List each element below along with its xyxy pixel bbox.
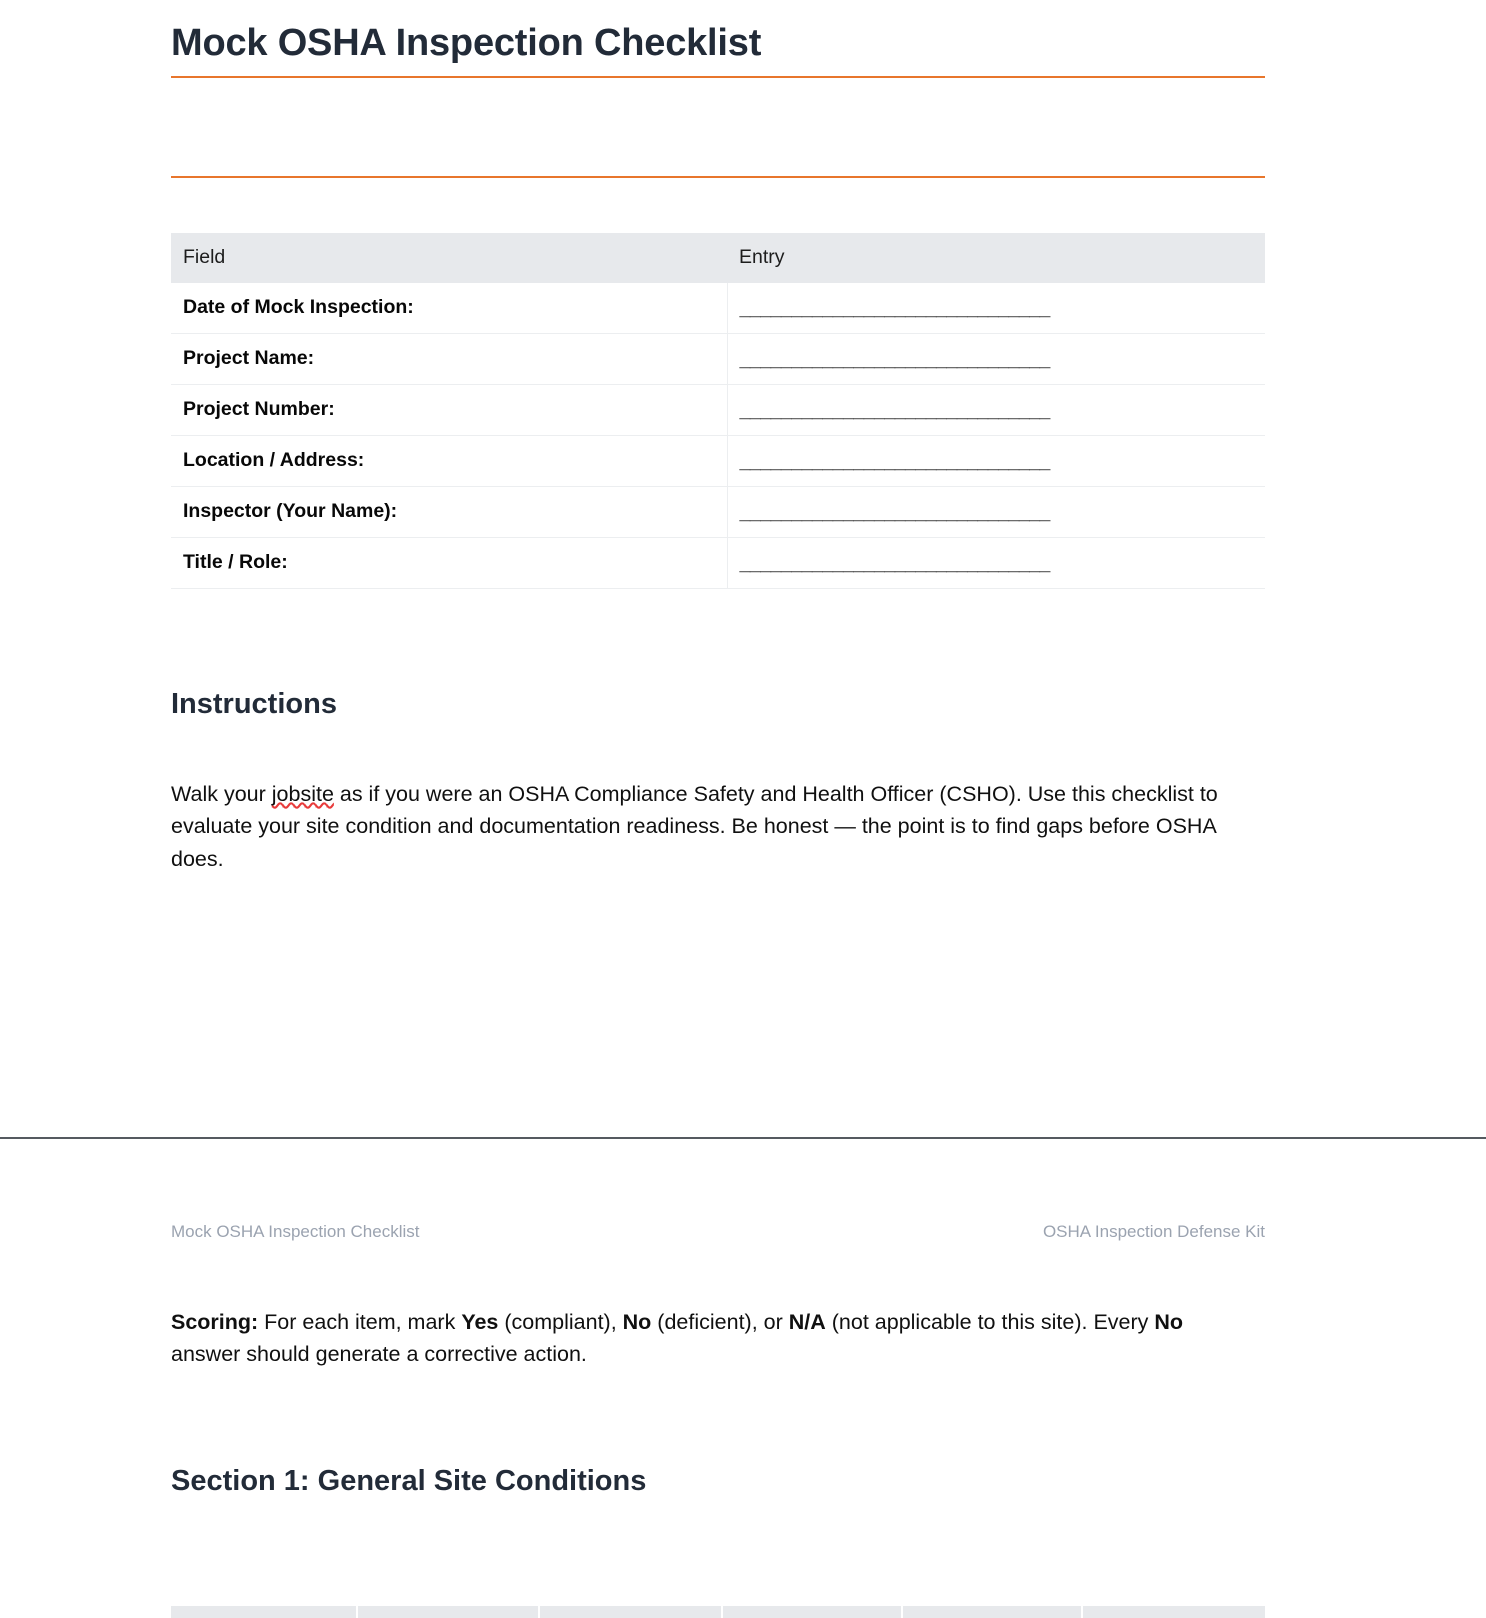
title-rule-top	[171, 76, 1265, 78]
instructions-heading: Instructions	[171, 688, 337, 720]
table-row	[171, 334, 1265, 385]
checklist-column-2	[357, 1606, 539, 1618]
scoring-option-no-repeat: No	[1154, 1310, 1184, 1334]
entry-blank-inspector-name[interactable]: ______________________________	[727, 487, 1265, 538]
info-table-header-row	[171, 233, 1265, 283]
section-1-heading: Section 1: General Site Conditions	[171, 1465, 647, 1497]
table-row	[171, 487, 1265, 538]
misspelled-word-jobsite[interactable]: jobsite	[271, 782, 334, 806]
running-header-right: OSHA Inspection Defense Kit	[1042, 1222, 1265, 1241]
field-label-date-of-mock-inspection: Date of Mock Inspection:	[171, 283, 727, 334]
table-row	[171, 385, 1265, 436]
scoring-text-5: answer should generate a corrective action.	[171, 1342, 587, 1367]
checklist-column-1	[171, 1606, 357, 1618]
column-header-entry: Entry	[727, 233, 1265, 283]
running-header-left: Mock OSHA Inspection Checklist	[171, 1222, 420, 1241]
orange-divider-top	[171, 76, 1265, 78]
scoring-option-yes: Yes	[461, 1310, 499, 1334]
scoring-text-2: (compliant),	[498, 1310, 623, 1334]
running-header-block	[171, 1222, 1265, 1242]
field-label-inspector-name: Inspector (Your Name):	[171, 487, 727, 538]
scoring-paragraph	[171, 1306, 1251, 1371]
table-row	[171, 538, 1265, 589]
section-1-heading-wrapper	[171, 1465, 1265, 1498]
document-title-block	[171, 22, 1265, 66]
table-row	[171, 283, 1265, 334]
instructions-text-before-misspell: Walk your	[171, 782, 272, 806]
checklist-column-3	[539, 1606, 722, 1618]
checklist-header-row	[171, 1606, 1265, 1618]
scoring-option-na: N/A	[788, 1310, 826, 1334]
instructions-paragraph-block	[171, 778, 1265, 875]
scoring-text-4: (not applicable to this site). Every	[825, 1310, 1155, 1334]
field-label-title-role: Title / Role:	[171, 538, 727, 589]
scoring-text-1: For each item, mark	[258, 1310, 462, 1334]
scoring-text-3: (deficient), or	[651, 1310, 789, 1334]
scoring-label: Scoring:	[171, 1310, 259, 1334]
running-header	[171, 1222, 1265, 1242]
instructions-paragraph	[171, 778, 1251, 875]
page-2	[0, 1140, 1486, 1618]
entry-blank-title-role[interactable]: ______________________________	[727, 538, 1265, 589]
info-table-wrapper	[171, 233, 1265, 589]
inspection-info-table	[171, 233, 1265, 589]
field-label-project-number: Project Number:	[171, 385, 727, 436]
checklist-column-5	[902, 1606, 1082, 1618]
instructions-text-after-misspell: as if you were an OSHA Compliance Safety and Health Officer (CSHO). Use this checklist to evaluate your site condition and documentation readiness. Be honest — the point is to find gaps before OSHA does.	[171, 782, 1218, 871]
checklist-column-6	[1082, 1606, 1265, 1618]
entry-blank-date-of-mock-inspection[interactable]: ______________________________	[727, 283, 1265, 334]
page-break-divider	[0, 1137, 1486, 1139]
column-header-field: Field	[171, 233, 727, 283]
page-title: Mock OSHA Inspection Checklist	[171, 22, 762, 64]
entry-blank-project-number[interactable]: ______________________________	[727, 385, 1265, 436]
field-label-location-address: Location / Address:	[171, 436, 727, 487]
entry-blank-project-name[interactable]: ______________________________	[727, 334, 1265, 385]
table-row	[171, 436, 1265, 487]
checklist-column-4	[722, 1606, 902, 1618]
field-label-project-name: Project Name:	[171, 334, 727, 385]
section-1-table-wrapper	[171, 1606, 1265, 1618]
scoring-option-no: No	[622, 1310, 652, 1334]
section-1-checklist-table	[171, 1606, 1265, 1618]
instructions-heading-block	[171, 688, 1265, 721]
entry-blank-location-address[interactable]: ______________________________	[727, 436, 1265, 487]
subtitle-rule-bottom	[171, 176, 1265, 178]
orange-divider-bottom	[171, 176, 1265, 178]
scoring-paragraph-block	[171, 1306, 1265, 1371]
